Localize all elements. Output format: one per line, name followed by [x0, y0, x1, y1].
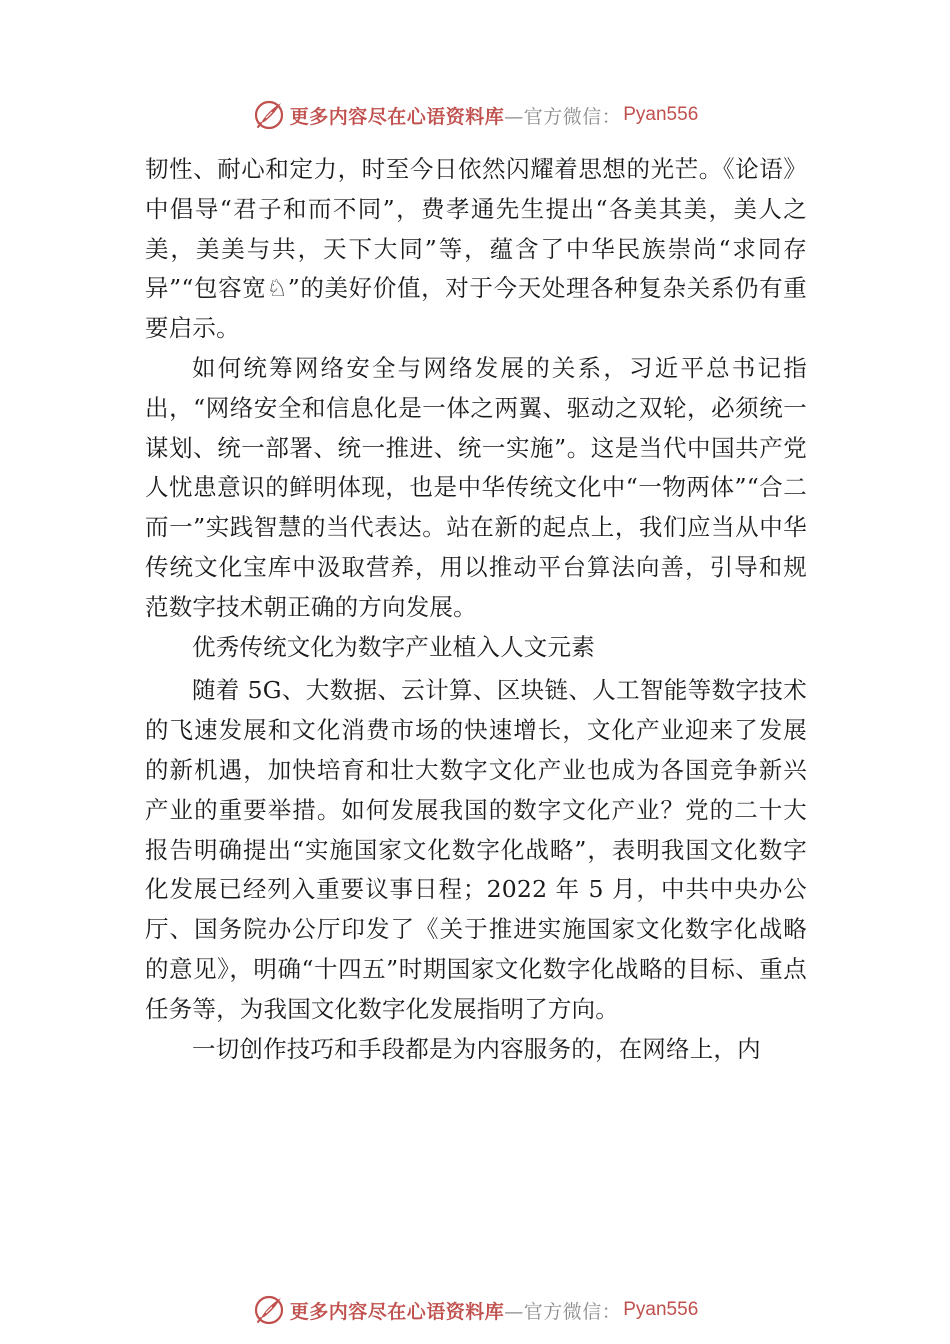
footer-banner [0, 1290, 950, 1330]
banner-site-name: 更多内容尽在心语资料库 [289, 105, 505, 128]
section-heading: 优秀传统文化为数字产业植入人文元素 [192, 632, 595, 661]
header-banner [0, 95, 950, 135]
banner-wechat-id: Pyan556 [623, 1299, 699, 1320]
banner-wechat-id: Pyan556 [623, 104, 699, 125]
quill-pen-logo-icon [252, 1293, 286, 1327]
paragraph: 一切创作技巧和手段都是为内容服务的，在网络上，内 [192, 1034, 761, 1063]
paragraph: 如何统筹网络安全与网络发展的关系，习近平总书记指出，“网络安全和信息化是一体之两翼、驱动之双轮，必须统一谋划、统一部署、统一推进、统一实施”。这是当代中国共产党人忧患意识的鲜明体现，也是中华传统文化中“一物两体”“合二而一”实践智慧的当代表达。站在新的起点上，我们应当从中华传统文化宝库中汲取营养，用以推动平台算法向善，引导和规范数字技术朝正确的方向发展。 [145, 353, 807, 621]
article-body [145, 150, 807, 1069]
banner-site-name: 更多内容尽在心语资料库 [289, 1300, 505, 1323]
paragraph: 随着 5G、大数据、云计算、区块链、人工智能等数字技术的飞速发展和文化消费市场的快速增长，文化产业迎来了发展的新机遇，加快培育和壮大数字文化产业也成为各国竞争新兴产业的重要举措。如何发展我国的数字文化产业？党的二十大报告明确提出“实施国家文化数字化战略”，表明我国文化数字化发展已经列入重要议事日程；2022 年 5 月，中共中央办公厅、国务院办公厅印发了《关于推进实施国家文化数字化战略的意见》，明确“十四五”时期国家文化数字化战略的目标、重点任务等，为我国文化数字化发展指明了方向。 [145, 676, 807, 1023]
banner-wechat-label: —官方微信： [504, 105, 622, 128]
quill-pen-logo-icon [252, 98, 286, 132]
paragraph-continuation: 韧性、耐心和定力，时至今日依然闪耀着思想的光芒。《论语》中倡导“君子和而不同”，费孝通先生提出“各美其美，美人之美，美美与共，天下大同”等，蕴含了中华民族崇尚“求同存异”“包容宽♘”的美好价值，对于今天处理各种复杂关系仍有重要启示。 [145, 155, 807, 343]
banner-wechat-label: —官方微信： [504, 1300, 622, 1323]
